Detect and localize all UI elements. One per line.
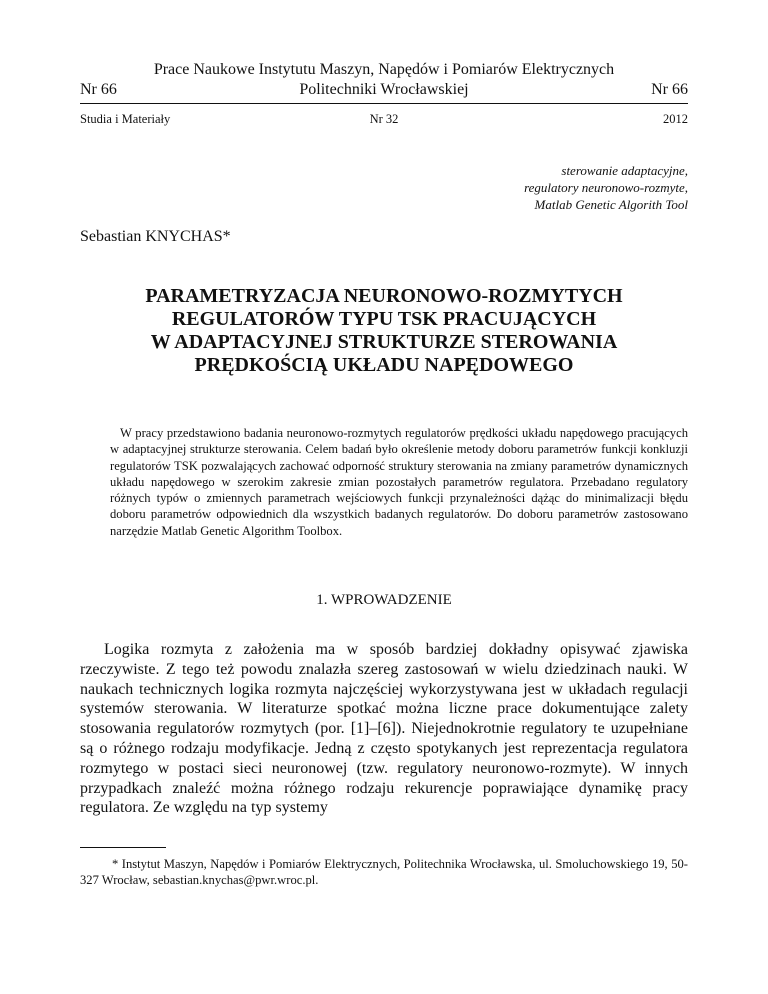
footnote: * Instytut Maszyn, Napędów i Pomiarów Elektrycznych, Politechnika Wrocławska, ul. Smoluchowskiego 19, 50-327 Wrocław, sebastian.knychas@pwr.wroc.pl. [80, 857, 688, 888]
title-line: REGULATORÓW TYPU TSK PRACUJĄCYCH [171, 308, 597, 330]
keyword: Matlab Genetic Algorith Tool [534, 197, 688, 212]
body-paragraph: Logika rozmyta z założenia ma w sposób bardziej dokładny opisywać zjawiska rzeczywiste. Z tego też powodu znalazła szereg zastosowań w wielu dziedzinach nauki. W naukach technicznych logika rozmyta najczęściej wykorzystywana jest w układach regulacji systemów sterowania. W literaturze spotkać można liczne prace dokumentujące zalety stosowania regulatorów rozmytych (por. [1]–[6]). Niejednokrotnie regulatory te uzupełniane są o różnego rodzaju modyfikacje. Jedną z często spotykanych jest reprezentacja regulatora rozmytego w postaci sieci neuronowej (tzw. regulatory neuronowo-rozmyte). W innych przypadkach znaleźć można różnego rodzaju rekurencje poprawiające dynamikę pracy regulatora. Ze względu na typ systemy [80, 641, 688, 817]
title-line: W ADAPTACYJNEJ STRUKTURZE STEROWANIA [150, 331, 618, 353]
journal-header [80, 60, 688, 100]
footnote-rule [80, 847, 166, 848]
header-rule [80, 103, 688, 104]
abstract: W pracy przedstawiono badania neuronowo-rozmytych regulatorów prędkości układu napędowego pracujących w adaptacyjnej strukturze sterowania. Celem badań było określenie metody doboru parametrów funkcji konkluzji regulatorów TSK pozwalających zachować odporność struktury sterowania na zmiany parametrów dynamicznych układu napędowego w szerokim zakresie zmian pozostałych parametrów regulatora. Przebadano regulatory różnych typów o zmiennych parametrach wejściowych funkcji przynależności dążąc do minimalizacji błędu doboru parametrów odpowiednich dla wszystkich badanych regulatorów. Do doboru parametrów zastosowano narzędzie Matlab Genetic Algorithm Toolbox. [110, 426, 688, 538]
issue-number-left: Nr 66 [80, 81, 117, 98]
author-name: Sebastian KNYCHAS* [80, 228, 231, 245]
keywords [524, 162, 688, 213]
journal-title-line1: Prace Naukowe Instytutu Maszyn, Napędów i Pomiarów Elektrycznych [153, 61, 615, 78]
series-name: Studia i Materiały [80, 112, 171, 126]
paper-title [80, 285, 688, 377]
section-heading: 1. WPROWADZENIE [316, 592, 452, 608]
issue-number-right: Nr 66 [651, 81, 688, 98]
journal-title-line2: Politechniki Wrocławskiej [299, 81, 469, 98]
publication-year: 2012 [663, 112, 688, 126]
title-line: PARAMETRYZACJA NEURONOWO-ROZMYTYCH [145, 285, 623, 307]
keyword: regulatory neuronowo-rozmyte, [524, 180, 688, 195]
series-number: Nr 32 [369, 112, 399, 126]
keyword: sterowanie adaptacyjne, [561, 163, 688, 178]
title-line: PRĘDKOŚCIĄ UKŁADU NAPĘDOWEGO [194, 354, 574, 376]
